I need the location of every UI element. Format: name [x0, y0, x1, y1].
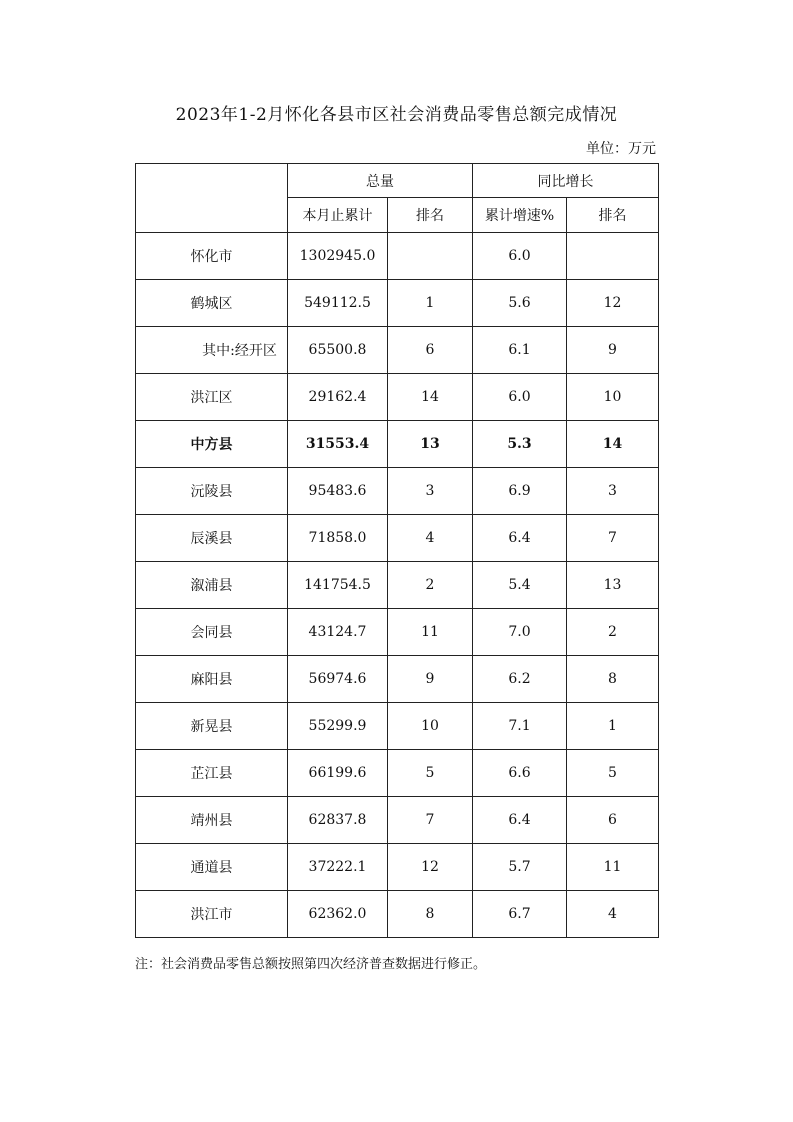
rank-growth: 6 [567, 797, 659, 844]
header-growth-rate: 累计增速% [473, 198, 567, 233]
table-row [136, 233, 659, 280]
region-name: 溆浦县 [136, 562, 288, 609]
rank-total: 9 [388, 656, 473, 703]
table-row [136, 327, 659, 374]
page-title: 2023年1-2月怀化各县市区社会消费品零售总额完成情况 [175, 105, 618, 125]
rank-growth: 8 [567, 656, 659, 703]
rank-growth [567, 233, 659, 280]
cumulative-value: 549112.5 [288, 280, 388, 327]
cumulative-value: 31553.4 [288, 421, 388, 468]
growth-rate: 5.4 [473, 562, 567, 609]
table-row [136, 515, 659, 562]
growth-rate: 7.1 [473, 703, 567, 750]
growth-rate: 5.3 [473, 421, 567, 468]
rank-total: 6 [388, 327, 473, 374]
cumulative-value: 65500.8 [288, 327, 388, 374]
region-name: 其中:经开区 [136, 327, 288, 374]
unit-label: 单位：万元 [586, 141, 656, 157]
region-name: 沅陵县 [136, 468, 288, 515]
rank-growth: 4 [567, 891, 659, 938]
table-row [136, 656, 659, 703]
cumulative-value: 66199.6 [288, 750, 388, 797]
rank-total: 2 [388, 562, 473, 609]
region-name: 洪江市 [136, 891, 288, 938]
growth-rate: 7.0 [473, 609, 567, 656]
rank-total: 14 [388, 374, 473, 421]
rank-total: 13 [388, 421, 473, 468]
cumulative-value: 55299.9 [288, 703, 388, 750]
rank-growth: 3 [567, 468, 659, 515]
rank-total: 4 [388, 515, 473, 562]
region-name: 通道县 [136, 844, 288, 891]
rank-growth: 5 [567, 750, 659, 797]
rank-growth: 9 [567, 327, 659, 374]
cumulative-value: 29162.4 [288, 374, 388, 421]
table-row [136, 797, 659, 844]
region-name: 中方县 [136, 421, 288, 468]
table-row [136, 703, 659, 750]
region-name: 靖州县 [136, 797, 288, 844]
rank-growth: 12 [567, 280, 659, 327]
region-name: 芷江县 [136, 750, 288, 797]
rank-total: 3 [388, 468, 473, 515]
rank-total: 11 [388, 609, 473, 656]
growth-rate: 6.0 [473, 374, 567, 421]
rank-total: 10 [388, 703, 473, 750]
table-row [136, 750, 659, 797]
growth-rate: 6.4 [473, 515, 567, 562]
rank-growth: 14 [567, 421, 659, 468]
cumulative-value: 56974.6 [288, 656, 388, 703]
growth-rate: 5.6 [473, 280, 567, 327]
cumulative-value: 37222.1 [288, 844, 388, 891]
rank-total: 5 [388, 750, 473, 797]
header-rank-total: 排名 [388, 198, 473, 233]
rank-total: 8 [388, 891, 473, 938]
table-row [136, 374, 659, 421]
growth-rate: 6.2 [473, 656, 567, 703]
retail-sales-table [135, 163, 659, 938]
rank-total: 7 [388, 797, 473, 844]
growth-rate: 6.0 [473, 233, 567, 280]
table-row [136, 609, 659, 656]
table-row [136, 844, 659, 891]
header-total-group: 总量 [288, 164, 473, 198]
table-row [136, 280, 659, 327]
cumulative-value: 62362.0 [288, 891, 388, 938]
table-row [136, 562, 659, 609]
region-name: 新晃县 [136, 703, 288, 750]
growth-rate: 6.7 [473, 891, 567, 938]
growth-rate: 5.7 [473, 844, 567, 891]
region-name: 麻阳县 [136, 656, 288, 703]
cumulative-value: 71858.0 [288, 515, 388, 562]
table-row [136, 891, 659, 938]
growth-rate: 6.9 [473, 468, 567, 515]
rank-growth: 10 [567, 374, 659, 421]
growth-rate: 6.6 [473, 750, 567, 797]
cumulative-value: 1302945.0 [288, 233, 388, 280]
cumulative-value: 43124.7 [288, 609, 388, 656]
header-cumulative: 本月止累计 [288, 198, 388, 233]
rank-total [388, 233, 473, 280]
cumulative-value: 62837.8 [288, 797, 388, 844]
region-name: 洪江区 [136, 374, 288, 421]
growth-rate: 6.1 [473, 327, 567, 374]
region-name: 会同县 [136, 609, 288, 656]
rank-total: 12 [388, 844, 473, 891]
table-row [136, 468, 659, 515]
region-name: 怀化市 [136, 233, 288, 280]
cumulative-value: 141754.5 [288, 562, 388, 609]
rank-growth: 7 [567, 515, 659, 562]
rank-growth: 11 [567, 844, 659, 891]
rank-growth: 1 [567, 703, 659, 750]
rank-growth: 2 [567, 609, 659, 656]
region-name: 鹤城区 [136, 280, 288, 327]
header-blank-cell [136, 164, 288, 233]
header-growth-group: 同比增长 [473, 164, 659, 198]
rank-growth: 13 [567, 562, 659, 609]
table-row-highlighted [136, 421, 659, 468]
region-name: 辰溪县 [136, 515, 288, 562]
header-rank-growth: 排名 [567, 198, 659, 233]
rank-total: 1 [388, 280, 473, 327]
cumulative-value: 95483.6 [288, 468, 388, 515]
growth-rate: 6.4 [473, 797, 567, 844]
footnote: 注：社会消费品零售总额按照第四次经济普查数据进行修正。 [135, 957, 487, 972]
